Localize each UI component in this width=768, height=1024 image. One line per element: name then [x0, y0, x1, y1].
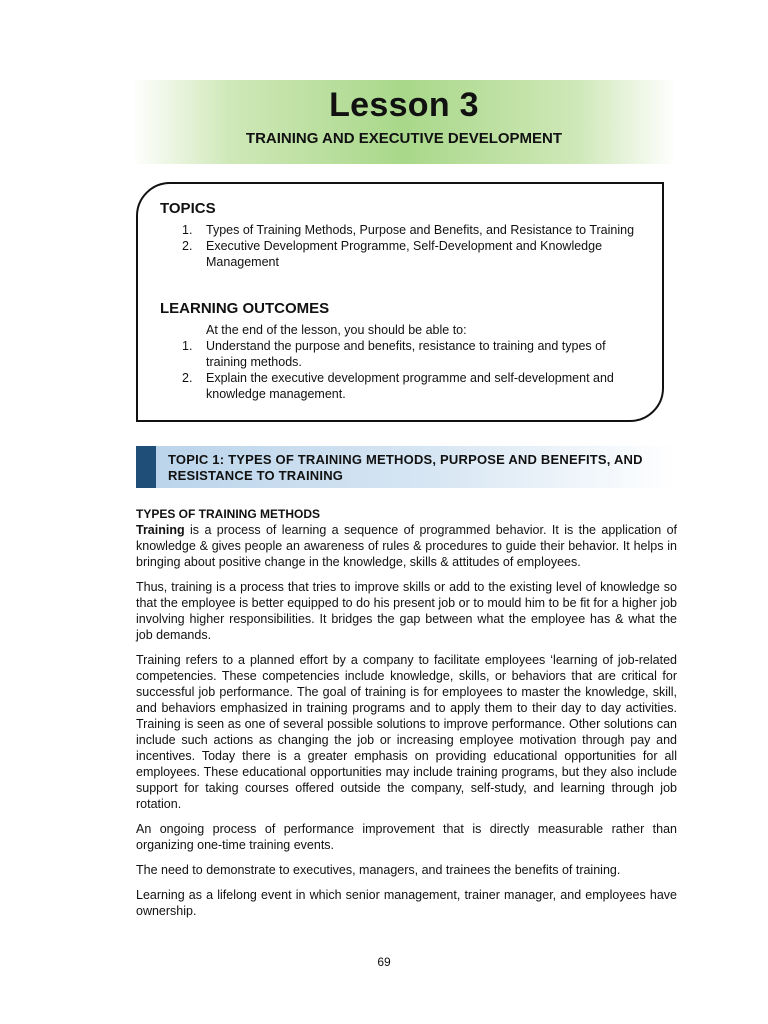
list-number: 2. — [182, 371, 193, 385]
list-number: 2. — [182, 239, 193, 253]
lesson-subtitle: TRAINING AND EXECUTIVE DEVELOPMENT — [245, 130, 563, 147]
topic-banner — [136, 446, 676, 488]
list-text: Understand the purpose and benefits, resistance to training and types of training methods. — [206, 339, 606, 369]
paragraph — [136, 522, 677, 570]
list-item — [182, 370, 640, 402]
lesson-header — [132, 80, 676, 164]
outcomes-list — [182, 322, 640, 402]
body-content — [136, 506, 677, 928]
list-text: Types of Training Methods, Purpose and Benefits, and Resistance to Training — [206, 223, 635, 237]
outcomes-intro: At the end of the lesson, you should be able to: — [206, 323, 467, 337]
lesson-title: Lesson 3 — [329, 86, 479, 124]
list-item — [182, 338, 640, 370]
paragraph: An ongoing process of performance improvement that is directly measurable rather than organizing one-time training events. — [136, 822, 677, 852]
list-text: Executive Development Programme, Self-Development and Knowledge Management — [206, 239, 603, 269]
learning-outcomes-heading: LEARNING OUTCOMES — [160, 300, 330, 317]
paragraph-text: is a process of learning a sequence of programmed behavior. It is the application of knowledge & gives people an awareness of rules & procedures to guide their behavior. It helps in bringing about positive change in the knowledge, skills & attitudes of employees. — [136, 523, 677, 569]
page-number: 69 — [377, 955, 391, 969]
list-number: 1. — [182, 223, 193, 237]
paragraph: The need to demonstrate to executives, managers, and trainees the benefits of training. — [136, 863, 621, 877]
topics-heading: TOPICS — [160, 200, 216, 217]
paragraph: Training refers to a planned effort by a company to facilitate employees ‘learning of job-related competencies. These competencies include knowledge, skills, or behaviors that are critical for successful job performance. The goal of training is for employees to master the knowledge, skill, and behaviors emphasized in training programs and to apply them to their day to day activities. Training is seen as one of several possible solutions to improve performance. Other solutions can include such actions as changing the job or increasing employee motivation through pay and incentives. Today there is a greater emphasis on providing educational opportunities for all employees. These educational opportunities may include training programs, but they also include support for taking courses offered outside the company, self-study, and learning through job rotation. — [136, 653, 677, 811]
section-label: TYPES OF TRAINING METHODS — [136, 507, 321, 521]
paragraph: Learning as a lifelong event in which senior management, trainer manager, and employees have ownership. — [136, 888, 677, 918]
topic-heading: TOPIC 1: TYPES OF TRAINING METHODS, PURPOSE AND BENEFITS, AND RESISTANCE TO TRAINING — [168, 452, 643, 483]
term-training: Training — [136, 523, 185, 537]
list-item — [182, 222, 640, 238]
list-number: 1. — [182, 339, 193, 353]
topics-list — [182, 222, 640, 270]
topic-banner-accent — [136, 446, 156, 488]
topics-outcomes-box — [136, 182, 664, 422]
list-text: Explain the executive development programme and self-development and knowledge management. — [206, 371, 614, 401]
list-item — [182, 238, 640, 270]
paragraph: Thus, training is a process that tries to improve skills or add to the existing level of knowledge so that the employee is better equipped to do his present job or to mould him to be fit for a higher job involving higher responsibilities. It bridges the gap between what the employee has & what the job demands. — [136, 580, 677, 642]
